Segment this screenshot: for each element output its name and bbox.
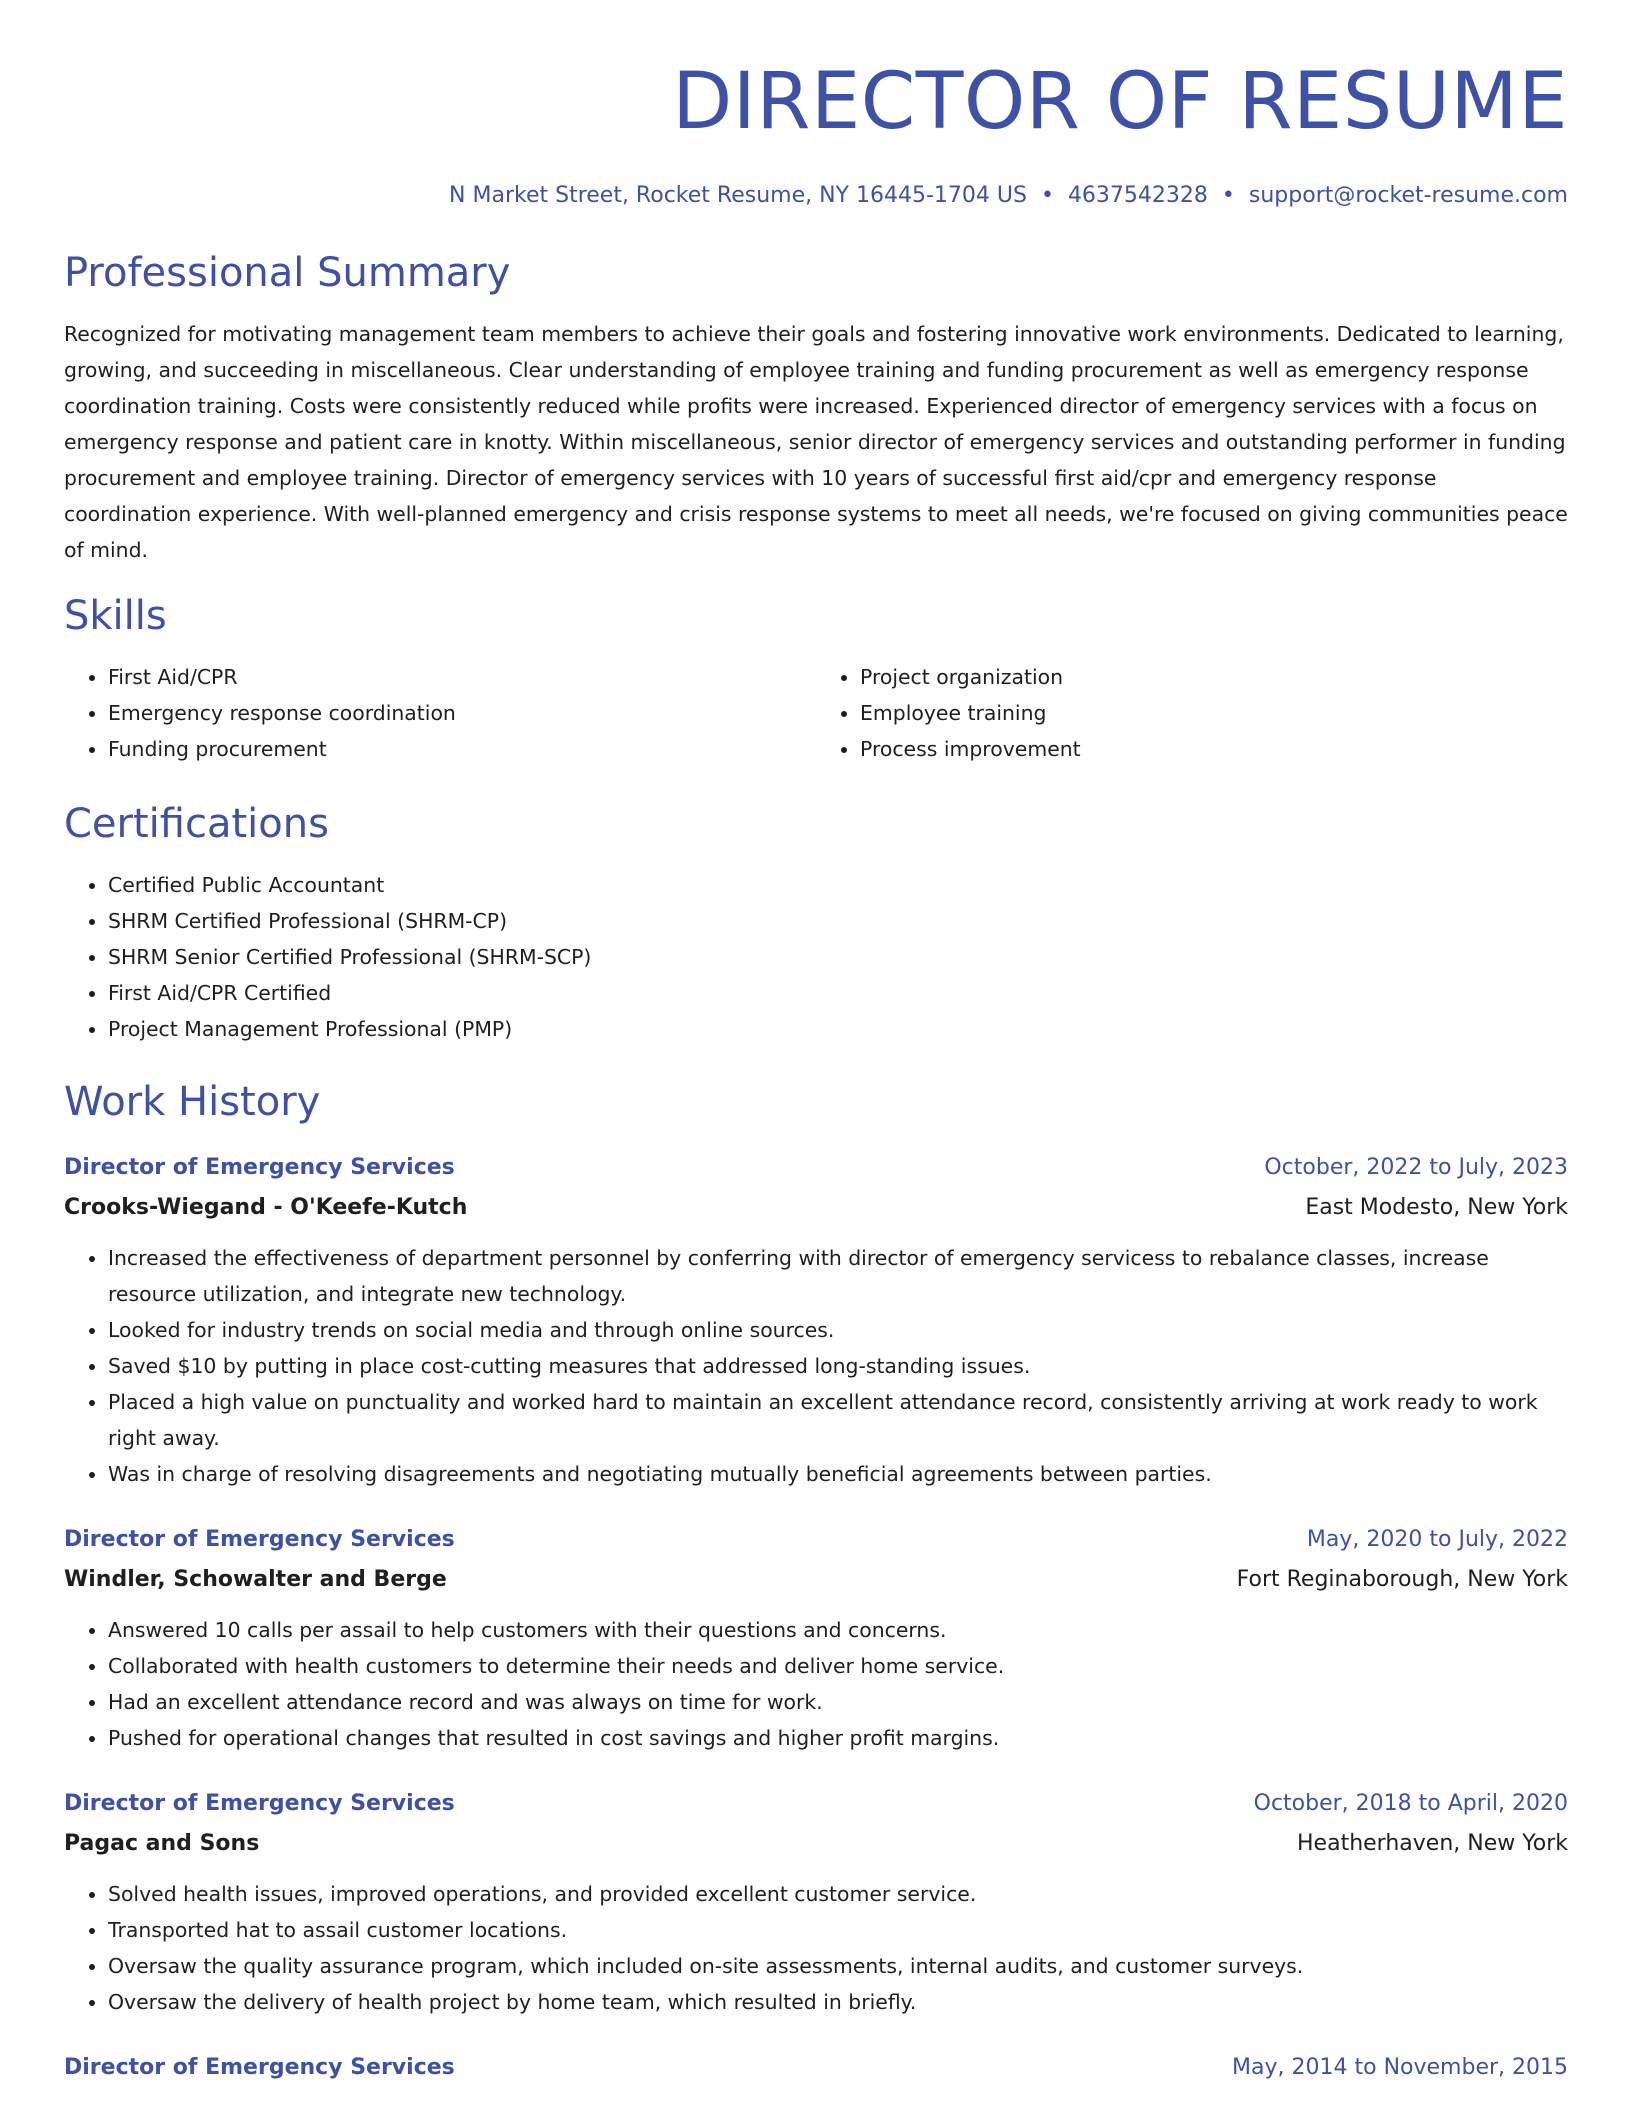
company-name: Windler, Schowalter and Berge <box>64 1567 447 1592</box>
job-bullet: • Looked for industry trends on social media and through online sources. <box>108 1312 1568 1348</box>
section-title-certifications: Certifications <box>64 801 329 847</box>
certification-item: • SHRM Certified Professional (SHRM-CP) <box>108 903 1568 939</box>
contact-line <box>64 181 1568 211</box>
job-dates: October, 2018 to April, 2020 <box>1253 1791 1568 1816</box>
certification-item: • First Aid/CPR Certified <box>108 975 1568 1011</box>
skill-item: • Emergency response coordination <box>108 695 816 731</box>
job-dates: May, 2014 to November, 2015 <box>1232 2055 1568 2080</box>
skills-column-left <box>64 659 816 767</box>
job-dates: May, 2020 to July, 2022 <box>1306 1527 1568 1552</box>
job-bullet: • Answered 10 calls per assail to help customers with their questions and concerns. <box>108 1612 1568 1648</box>
address: N Market Street, Rocket Resume, NY 16445-1704 US <box>449 183 1027 208</box>
company-name: Pagac and Sons <box>64 1831 260 1856</box>
certification-item: • Certified Public Accountant <box>108 867 1568 903</box>
company-name: Crooks-Wiegand - O'Keefe-Kutch <box>64 1195 468 1220</box>
job-bullet: • Saved $10 by putting in place cost-cutting measures that addressed long-standing issues. <box>108 1348 1568 1384</box>
job-subheader <box>64 1824 1568 1864</box>
job-header <box>64 1148 1568 1188</box>
email: support@rocket-resume.com <box>1248 183 1568 208</box>
skills-list <box>64 659 1568 767</box>
job-bullets <box>64 1612 1568 1756</box>
job-bullet: • Had an excellent attendance record and was always on time for work. <box>108 1684 1568 1720</box>
job-bullet: • Oversaw the quality assurance program, which included on-site assessments, internal audits, and customer surveys. <box>108 1948 1568 1984</box>
job-header <box>64 1520 1568 1560</box>
job-title: Director of Emergency Services <box>64 1155 455 1180</box>
skill-item: • Process improvement <box>860 731 1568 767</box>
job-bullet: • Increased the effectiveness of department personnel by conferring with director of emergency servicess to rebalance classes, increase resource utilization, and integrate new technology. <box>108 1240 1568 1312</box>
certification-item: • Project Management Professional (PMP) <box>108 1011 1568 1047</box>
job-location: Fort Reginaborough, New York <box>1236 1567 1568 1592</box>
job-bullet: • Oversaw the delivery of health project by home team, which resulted in briefly. <box>108 1984 1568 2020</box>
job-title: Director of Emergency Services <box>64 2055 455 2080</box>
job-dates: October, 2022 to July, 2023 <box>1264 1155 1568 1180</box>
job-title: Director of Emergency Services <box>64 1527 455 1552</box>
job-bullets <box>64 1240 1568 1492</box>
skills-column-right <box>816 659 1568 767</box>
section-title-work-history: Work History <box>64 1079 321 1125</box>
certifications-list <box>64 867 1568 1047</box>
skill-item: • Project organization <box>860 659 1568 695</box>
job-location: East Modesto, New York <box>1305 1195 1568 1220</box>
job-entry <box>64 2048 1568 2088</box>
job-bullet: • Placed a high value on punctuality and worked hard to maintain an excellent attendance record, consistently arriving at work ready to work right away. <box>108 1384 1568 1456</box>
certification-item: • SHRM Senior Certified Professional (SHRM-SCP) <box>108 939 1568 975</box>
job-bullet: • Transported hat to assail customer locations. <box>108 1912 1568 1948</box>
job-entry <box>64 1148 1568 1492</box>
job-header <box>64 2048 1568 2088</box>
section-title-summary: Professional Summary <box>64 250 511 296</box>
job-location: Heatherhaven, New York <box>1297 1831 1568 1856</box>
job-title: Director of Emergency Services <box>64 1791 455 1816</box>
job-entry <box>64 1784 1568 2020</box>
job-header <box>64 1784 1568 1824</box>
phone: 4637542328 <box>1067 183 1208 208</box>
skill-item: • Employee training <box>860 695 1568 731</box>
job-subheader <box>64 1188 1568 1228</box>
skill-item: • Funding procurement <box>108 731 816 767</box>
section-title-skills: Skills <box>64 593 167 639</box>
contact-separator: • <box>1040 183 1054 208</box>
job-bullet: • Was in charge of resolving disagreements and negotiating mutually beneficial agreements between parties. <box>108 1456 1568 1492</box>
job-bullet: • Solved health issues, improved operations, and provided excellent customer service. <box>108 1876 1568 1912</box>
job-entry <box>64 1520 1568 1756</box>
candidate-name: DIRECTOR OF RESUME <box>672 57 1568 147</box>
contact-separator: • <box>1221 183 1235 208</box>
summary-text: Recognized for motivating management team members to achieve their goals and fostering innovative work environments. Dedicated to learning, growing, and succeeding in miscellaneous. Clear understanding of employee training and funding procurement as well as emergency response coordination training. Costs were consistently reduced while profits were increased. Experienced director of emergency services with a focus on emergency response and patient care in knotty. Within miscellaneous, senior director of emergency services and outstanding performer in funding procurement and employee training. Director of emergency services with 10 years of successful first aid/cpr and emergency response coordination experience. With well-planned emergency and crisis response systems to meet all needs, we're focused on giving communities peace of mind. <box>64 322 1568 562</box>
job-subheader <box>64 1560 1568 1600</box>
job-bullet: • Pushed for operational changes that resulted in cost savings and higher profit margins. <box>108 1720 1568 1756</box>
job-bullets <box>64 1876 1568 2020</box>
skill-item: • First Aid/CPR <box>108 659 816 695</box>
job-bullet: • Collaborated with health customers to determine their needs and deliver home service. <box>108 1648 1568 1684</box>
